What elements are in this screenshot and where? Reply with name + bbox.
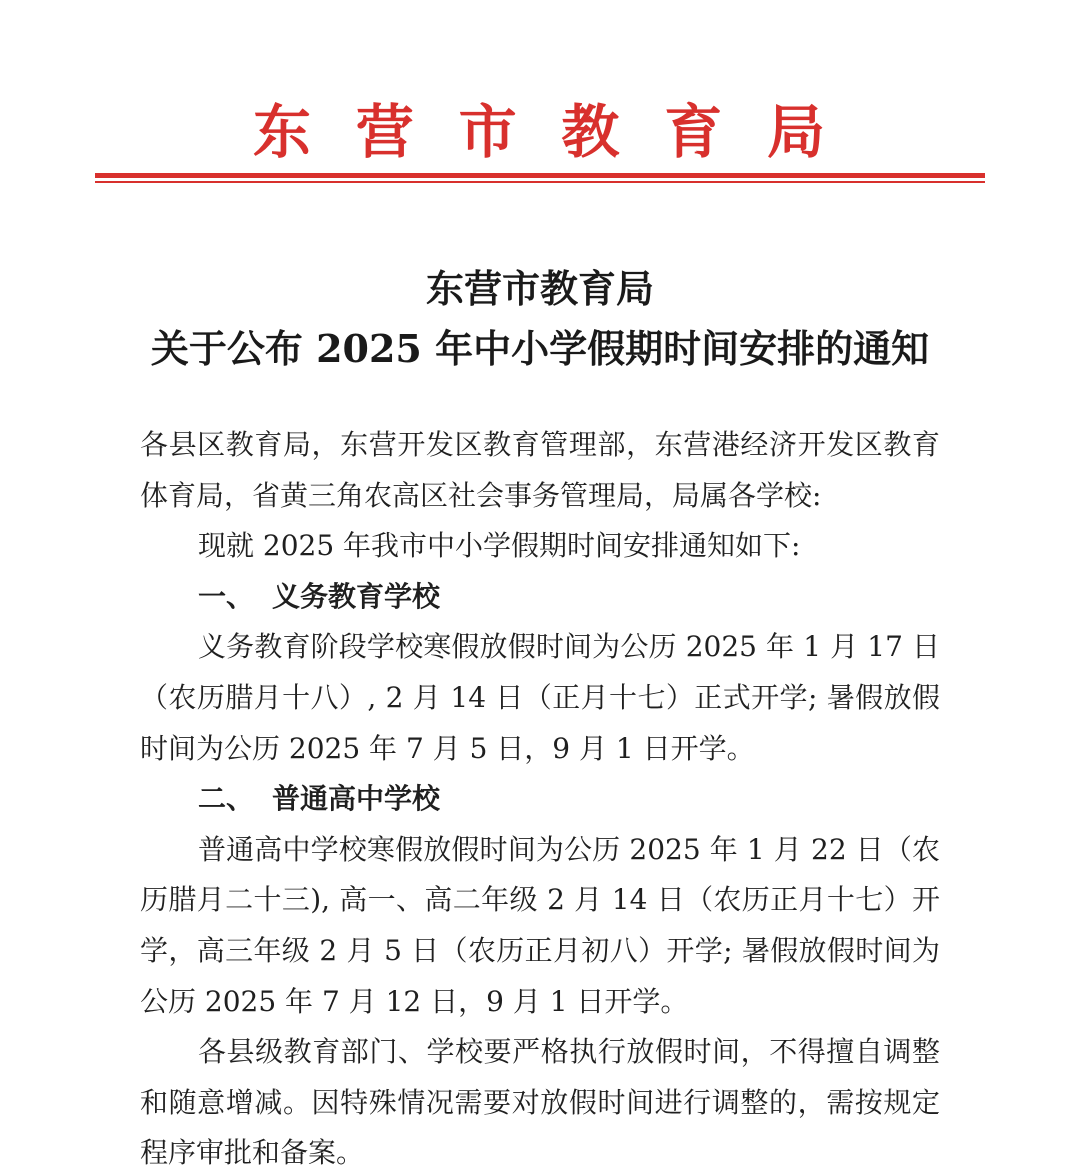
- letterhead-char: 东: [253, 98, 312, 166]
- letterhead: [95, 92, 985, 172]
- section-heading-text: 义务教育学校: [272, 579, 441, 613]
- letterhead-char: 营: [355, 98, 414, 166]
- document-body: [140, 420, 940, 1171]
- letterhead-char: 育: [664, 98, 723, 166]
- section-number: 二、: [198, 782, 255, 816]
- section-paragraph: 普通高中学校寒假放假时间为公历 2025 年 1 月 22 日（农历腊月二十三), 高一、高二年级 2 月 14 日（农历正月十七）开学，高三年级 2 月 5 日（农历正月初八）开学; 暑假放假时间为公历 2025 年 7 月 12 日，9 月 1 日开学。: [140, 832, 940, 1018]
- section-number: 一、: [198, 579, 255, 613]
- section-heading: [140, 774, 940, 825]
- section-heading: [140, 572, 940, 623]
- letterhead-char: 教: [561, 98, 620, 166]
- section-paragraph: 义务教育阶段学校寒假放假时间为公历 2025 年 1 月 17 日（农历腊月十八）, 2 月 14 日（正月十七）正式开学; 暑假放假时间为公历 2025 年 7 月 5 日，9 月 1 日开学。: [140, 630, 940, 765]
- letterhead-rule: [95, 173, 985, 178]
- document-title-issuer: 东营市教育局: [425, 266, 654, 311]
- letterhead-rule-thin: [95, 181, 985, 183]
- closing-paragraph: 各县级教育部门、学校要严格执行放假时间，不得擅自调整和随意增减。因特殊情况需要对放假时间进行调整的，需按规定程序审批和备案。: [140, 1035, 940, 1170]
- addressee-paragraph: 各县区教育局，东营开发区教育管理部，东营港经济开发区教育体育局，省黄三角农高区社会事务管理局，局属各学校:: [140, 428, 940, 512]
- intro-paragraph: 现就 2025 年我市中小学假期时间安排通知如下:: [198, 529, 801, 563]
- letterhead-char: 局: [766, 98, 825, 166]
- letterhead-char: 市: [458, 98, 517, 166]
- document-title-subject: 关于公布 2025 年中小学假期时间安排的通知: [150, 326, 930, 371]
- section-heading-text: 普通高中学校: [272, 782, 441, 816]
